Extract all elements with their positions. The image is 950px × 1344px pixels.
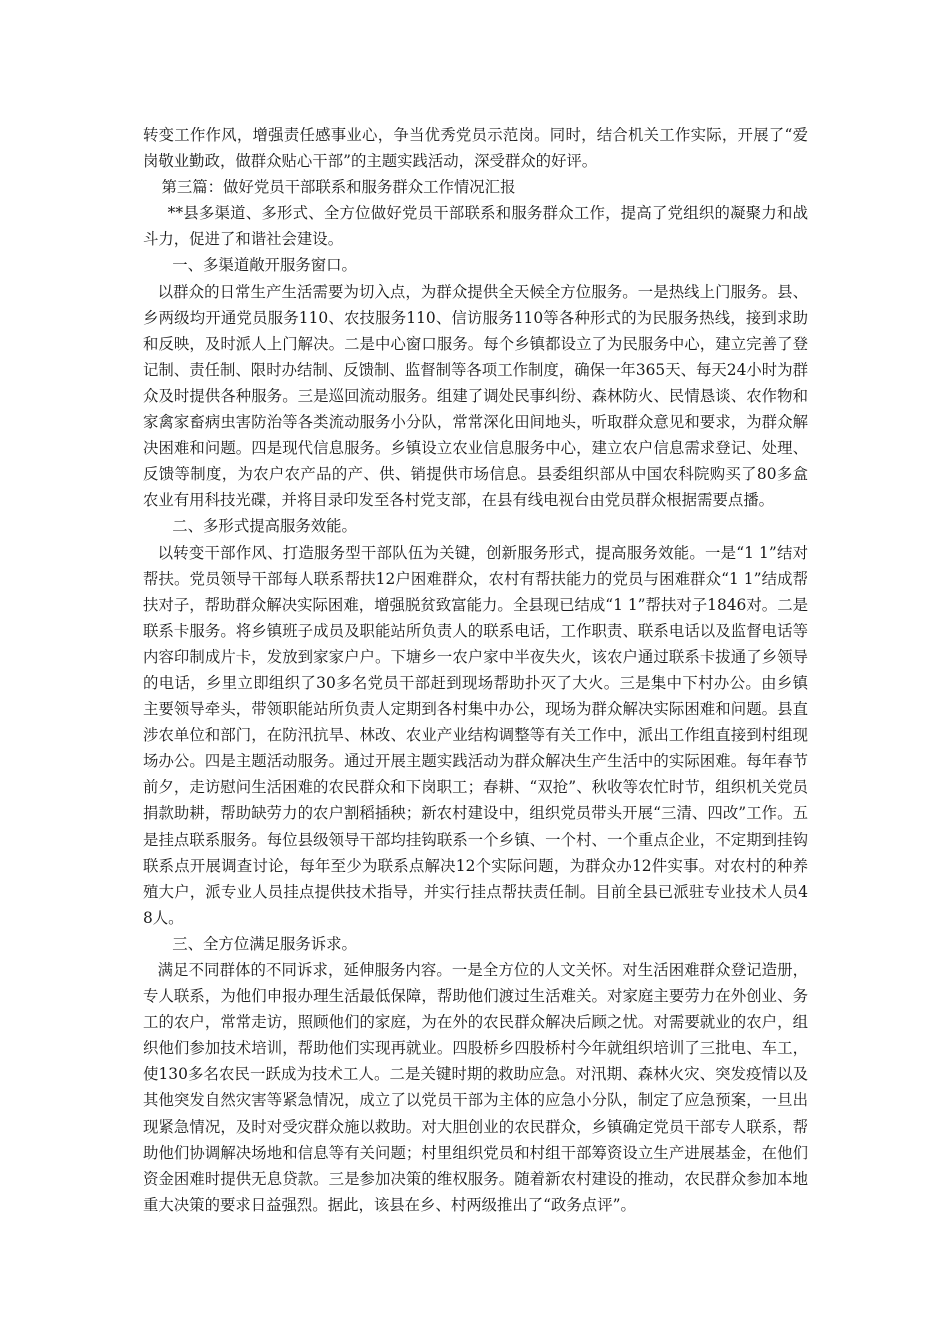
paragraph-1: 以群众的日常生产生活需要为切入点，为群众提供全天候全方位服务。一是热线上门服务。县、乡两级均开通党员服务110、农技服务110、信访服务110等各种形式的为民服务热线，接到求助和反映，及时派人上门解决。二是中心窗口服务。每个乡镇都设立了为民服务中心，建立完善了登记制、责任制、限时办结制、反馈制、监督制等各项工作制度，确保一年365天、每天24小时为群众及时提供各种服务。三是巡回流动服务。组建了调处民事纠纷、森林防火、民情恳谈、农作物和家禽家畜病虫害防治等各类流动服务小分队，常常深化田间地头，听取群众意见和要求，为群众解决困难和问题。四是现代信息服务。乡镇设立农业信息服务中心，建立农户信息需求登记、处理、反馈等制度，为农户农产品的产、供、销提供市场信息。县委组织部从中国农科院购买了80多盒农业有用科技光碟，并将目录印发至各村党支部，在县有线电视台由党员群众根据需要点播。 <box>143 282 808 510</box>
paragraph-3: 满足不同群体的不同诉求，延伸服务内容。一是全方位的人文关怀。对生活困难群众登记造册，专人联系，为他们申报办理生活最低保障，帮助他们渡过生活难关。对家庭主要劳力在外创业、务工的农户，常常走访，照顾他们的家庭，为在外的农民群众解决后顾之忧。对需要就业的农户，组织他们参加技术培训，帮助他们实现再就业。四股桥乡四股桥村今年就组织培训了三批电、车工，使130多名农民一跃成为技术工人。二是关键时期的救助应急。对汛期、森林火灾、突发疫情以及其他突发自然灾害等紧急情况，成立了以党员干部为主体的应急小分队，制定了应急预案，一旦出现紧急情况，及时对受灾群众施以救助。对大胆创业的农民群众，乡镇确定党员干部专人联系，帮助他们协调解决场地和信息等有关问题；村里组织党员和村组干部筹资设立生产进展基金，在他们资金困难时提供无息贷款。三是参加决策的维权服务。随着新农村建设的推动，农民群众参加本地重大决策的要求日益强烈。据此，该县在乡、村两级推出了“政务点评”。 <box>143 961 808 1214</box>
paragraph-continuation: 转变工作作风，增强责任感事业心，争当优秀党员示范岗。同时，结合机关工作实际，开展了“爱岗敬业勤政，做群众贴心干部”的主题实践活动，深受群众的好评。 <box>143 126 808 171</box>
paragraph-2: 以转变干部作风、打造服务型干部队伍为关键，创新服务形式，提高服务效能。一是“1 1”结对帮扶。党员领导干部每人联系帮扶12户困难群众，农村有帮扶能力的党员与困难群众“1 1”结成帮扶对子，帮助群众解决实际困难，增强脱贫致富能力。全县现已结成“1 1”帮扶对子1846对。二是联系卡服务。将乡镇班子成员及职能站所负责人的联系电话，工作职责、联系电话以及监督电话等内容印制成片卡，发放到家家户户。下塘乡一农户家中半夜失火，该农户通过联系卡拔通了乡领导的电话，乡里立即组织了30多名党员干部赶到现场帮助扑灭了大火。三是集中下村办公。由乡镇主要领导牵头，带领职能站所负责人定期到各村集中办公，现场为群众解决实际困难和问题。县直涉农单位和部门，在防汛抗旱、林改、农业产业结构调整等有关工作中，派出工作组直接到村组现场办公。四是主题活动服务。通过开展主题实践活动为群众解决生产生活中的实际困难。每年春节前夕，走访慰问生活困难的农民群众和下岗职工；春耕、“双抢”、秋收等农忙时节，组织机关党员捐款助耕，帮助缺劳力的农户割稻插秧；新农村建设中，组织党员带头开展“三清、四改”工作。五是挂点联系服务。每位县级领导干部均挂钩联系一个乡镇、一个村、一个重点企业，不定期到挂钩联系点开展调查讨论，每年至少为联系点解决12个实际问题，为群众办12件实事。对农村的种养殖大户，派专业人员挂点提供技术指导，并实行挂点帮扶责任制。目前全县已派驻专业技术人员48人。 <box>143 543 808 927</box>
section-title: 第三篇：做好党员干部联系和服务群众工作情况汇报 <box>161 178 516 197</box>
intro-paragraph: **县多渠道、多形式、全方位做好党员干部联系和服务群众工作，提高了党组织的凝聚力和战斗力，促进了和谐社会建设。 <box>143 204 808 249</box>
heading-1: 一、多渠道敞开服务窗口。 <box>172 256 357 275</box>
heading-2: 二、多形式提高服务效能。 <box>172 517 357 536</box>
heading-3: 三、全方位满足服务诉求。 <box>172 934 357 953</box>
document-body <box>143 122 808 1218</box>
